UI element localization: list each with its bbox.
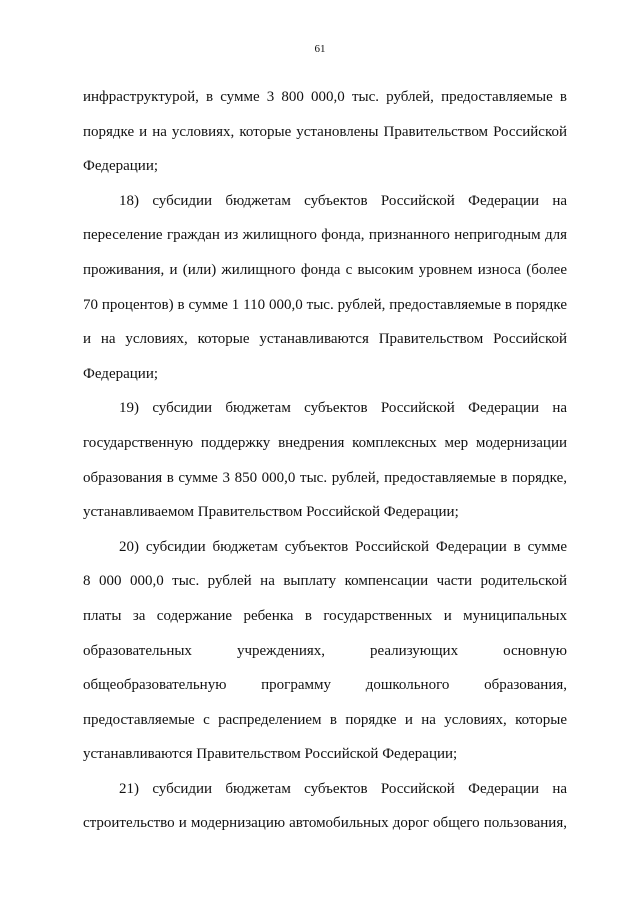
text-line: 70 процентов) в сумме 1 110 000,0 тыс. рублей, предоставляемые в порядке	[83, 296, 567, 313]
text-line: и на условиях, которые устанавливаются Правительством Российской	[83, 331, 567, 348]
text-line: проживания, и (или) жилищного фонда с высоким уровнем износа (более	[83, 261, 567, 278]
text-line: платы за содержание ребенка в государственных и муниципальных	[83, 607, 567, 624]
text-line: строительство и модернизацию автомобильных дорог общего пользования,	[83, 815, 567, 832]
text-line: 8 000 000,0 тыс. рублей на выплату компенсации части родительской	[83, 573, 567, 590]
text-line: общеобразовательную программу дошкольного образования,	[83, 677, 567, 694]
body-text	[83, 80, 567, 841]
paragraph-first-line: 20) субсидии бюджетам субъектов Российской Федерации в сумме	[119, 538, 567, 555]
text-line: порядке и на условиях, которые установлены Правительством Российской	[83, 123, 567, 140]
page-number: 61	[314, 43, 326, 55]
text-line: устанавливаемом Правительством Российской Федерации;	[83, 504, 459, 521]
paragraph-first-line: 21) субсидии бюджетам субъектов Российской Федерации на	[119, 780, 567, 797]
text-line: государственную поддержку внедрения комплексных мер модернизации	[83, 434, 567, 451]
text-line: Федерации;	[83, 365, 159, 382]
paragraph-first-line: 18) субсидии бюджетам субъектов Российской Федерации на	[119, 192, 567, 209]
paragraph-first-line: 19) субсидии бюджетам субъектов Российской Федерации на	[119, 400, 567, 417]
text-line: образования в сумме 3 850 000,0 тыс. рублей, предоставляемые в порядке,	[83, 469, 567, 486]
text-line: Федерации;	[83, 158, 159, 175]
text-line: устанавливаются Правительством Российской Федерации;	[83, 746, 458, 763]
text-line: инфраструктурой, в сумме 3 800 000,0 тыс. рублей, предоставляемые в	[83, 89, 567, 105]
text-line: образовательных учреждениях, реализующих основную	[83, 642, 567, 659]
text-line: переселение граждан из жилищного фонда, признанного непригодным для	[83, 227, 567, 244]
text-line: предоставляемые с распределением в порядке и на условиях, которые	[83, 711, 567, 728]
